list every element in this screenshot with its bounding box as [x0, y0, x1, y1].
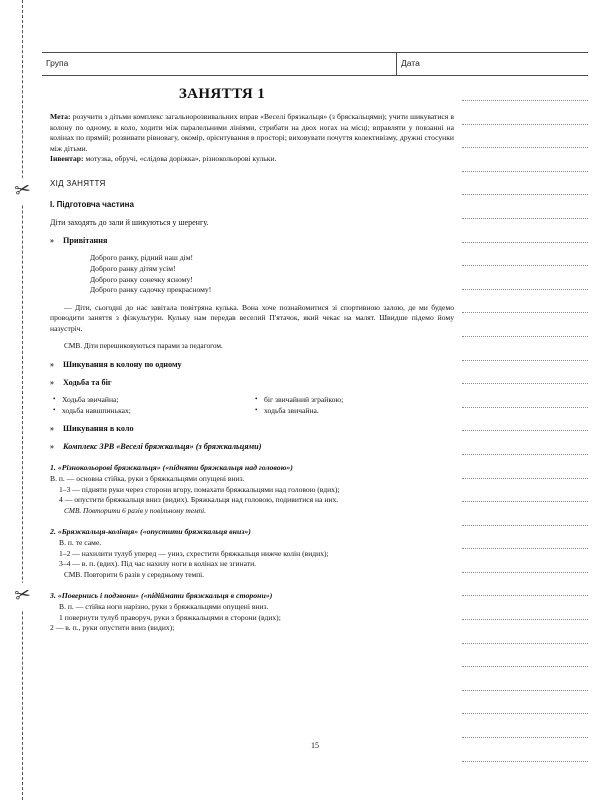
bullets-right-column	[252, 395, 454, 417]
exercise-line: 1–3 — підняти руки через сторони вгору, помахати бряжкальцями над головою (вдих);	[59, 484, 340, 494]
exercise-line: В. п. — стійка ноги нарізно, руки з бряжкальцями опущені вниз.	[59, 602, 269, 612]
goal-label: Мета:	[50, 112, 71, 121]
note-line	[462, 289, 588, 290]
note-line	[462, 430, 588, 431]
section-circle-formation-label: Шикування в коло	[63, 424, 134, 434]
inventory-text: мотузка, обручі, «слідова доріжка», різнокольорові кульки.	[83, 154, 277, 163]
bullets-left-column	[50, 395, 252, 417]
inventory-paragraph	[50, 154, 454, 165]
exercise-line: 1 повернути тулуб праворуч, руки з бряжкальцями в сторони (вдих);	[59, 612, 281, 622]
inventory-label: Інвентар:	[50, 154, 84, 163]
note-line	[462, 360, 588, 361]
section-column-formation	[50, 359, 454, 370]
lesson-content	[50, 86, 454, 634]
page-number: 15	[311, 741, 319, 750]
note-line	[462, 100, 588, 101]
note-line	[462, 690, 588, 691]
note-line	[462, 147, 588, 148]
note-line	[462, 336, 588, 337]
double-chevron-icon: »	[50, 377, 53, 387]
worksheet-page	[42, 0, 588, 800]
cut-dashed-line	[22, 0, 23, 800]
exercise-line: 1–2 — нахилити тулуб уперед — униз, схрестити бряжкальця нижче колін (видих);	[59, 548, 329, 558]
scissors-icon: ✂	[10, 176, 37, 206]
note-line	[462, 242, 588, 243]
exercise-block	[50, 591, 454, 634]
section-circle-formation	[50, 423, 454, 434]
goal-paragraph	[50, 112, 454, 154]
note-line	[462, 713, 588, 714]
date-field[interactable]: Дата	[396, 53, 588, 75]
note-line	[462, 501, 588, 502]
note-line	[462, 619, 588, 620]
scissors-icon: ✂	[10, 581, 37, 611]
walking-bullets	[50, 395, 454, 417]
exercise-line: В. п. те саме.	[59, 538, 102, 548]
note-line	[462, 572, 588, 573]
smv-note: СМВ. Повторити 6 разів у середньому темпі.	[64, 570, 204, 580]
exercise-heading	[50, 527, 454, 538]
verse-line: Доброго ранку сонечку ясному!	[90, 274, 193, 284]
note-line	[462, 761, 588, 762]
note-line	[462, 666, 588, 667]
note-line	[462, 312, 588, 313]
exercise-number: 3.	[50, 591, 56, 601]
group-field[interactable]: Група	[46, 58, 69, 68]
section-walking-running	[50, 377, 454, 388]
note-line	[462, 454, 588, 455]
note-line	[462, 407, 588, 408]
note-line	[462, 478, 588, 479]
note-line	[462, 737, 588, 738]
smv-note: СМВ. Діти перешиковуються парами за педагогом.	[64, 341, 223, 351]
double-chevron-icon: »	[50, 424, 53, 434]
note-line	[462, 265, 588, 266]
exercise-heading	[50, 591, 454, 602]
section-complex-label: Комплекс ЗРВ «Веселі бряжкальця» (з бряжкальцями)	[63, 442, 262, 452]
exercise-title: «Бряжкальця-колінця» («опустити бряжкальця вниз»)	[57, 527, 251, 537]
note-line	[462, 171, 588, 172]
exercise-title: «Повернись і подзвони» («підіймати бряжкальця в сторони»)	[57, 591, 273, 601]
note-line	[462, 643, 588, 644]
exercise-block	[50, 463, 454, 516]
exercise-number: 1.	[50, 463, 56, 473]
section-walking-running-label: Ходьба та біг	[63, 377, 112, 387]
section-column-formation-label: Шикування в колону по одному	[63, 359, 182, 369]
double-chevron-icon: »	[50, 442, 53, 452]
verse-line: Доброго ранку, рідний наш дім!	[90, 253, 194, 263]
note-line	[462, 595, 588, 596]
exercise-heading	[50, 463, 454, 474]
note-line	[462, 124, 588, 125]
exercise-title: «Різнокольорові бряжкальця» («підняти бряжкальця над головою»)	[57, 463, 293, 473]
section-complex	[50, 441, 454, 452]
section-greeting-label: Привітання	[63, 236, 108, 246]
note-line	[462, 383, 588, 384]
note-line	[462, 194, 588, 195]
page-title: ЗАНЯТТЯ 1	[178, 86, 266, 102]
list-item: • Ходьба звичайна;	[50, 395, 252, 406]
part-one-title: І. Підготовча частина	[50, 199, 134, 209]
goal-text: розучити з дітьми комплекс загальнорозвивальних вправ «Веселі брязкальця» (з бряскальцями); учити шикуватися в колону по одному, в коло, ходити між паралельними лініями, стрибати на двох ногах на місці; вправляти у повзанні на колінах по прямій; розвивати рівновагу, окомір, орієнтування в просторі; виховувати почуття колективізму, дружні стосунки між дітьми.	[50, 112, 454, 153]
note-line	[462, 218, 588, 219]
double-chevron-icon: »	[50, 236, 53, 246]
double-chevron-icon: »	[50, 359, 53, 369]
balloon-paragraph: — Діти, сьогодні до нас завітала повітряна кулька. Вона хоче познайомитися зі спортивною залою, де ми будемо проводити заняття з фізкультури. Кульку нам передав веселий П'ятачок, який чекає на малят. Швидше підемо йому назустріч.	[50, 302, 454, 333]
part-one-intro: Діти заходять до зали й шикуються у шеренгу.	[50, 218, 209, 228]
exercise-line: 4 — опустити бряжкальця вниз (видих). Бряжкальця над головою, подивитися на них.	[59, 495, 339, 505]
course-heading: ХІД ЗАНЯТТЯ	[50, 178, 106, 188]
note-line	[462, 548, 588, 549]
list-item: • біг звичайний зграйкою;	[252, 395, 454, 406]
list-item: • ходьба навшпиньках;	[50, 406, 252, 417]
exercise-line: В. п. — основна стійка, руки з бряжкальцями опущені вниз.	[50, 474, 245, 484]
exercise-number: 2.	[50, 527, 56, 537]
exercise-block	[50, 527, 454, 580]
verse-line: Доброго ранку дітям усім!	[90, 263, 176, 273]
exercise-line: 2 — в. п., руки опустити вниз (видих);	[50, 623, 175, 633]
smv-note: СМВ. Повторити 6 разів у повільному темпі.	[64, 506, 206, 516]
exercise-line: 3–4 — в. п. (вдих). Під час нахилу ноги в колінах не згинати.	[59, 559, 257, 569]
verse-line: Доброго ранку садочку прекрасному!	[90, 285, 212, 295]
form-header-row	[42, 52, 588, 76]
note-lines-area	[462, 100, 588, 784]
note-line	[462, 525, 588, 526]
list-item: • ходьба звичайна.	[252, 406, 454, 417]
section-greeting	[50, 235, 454, 246]
